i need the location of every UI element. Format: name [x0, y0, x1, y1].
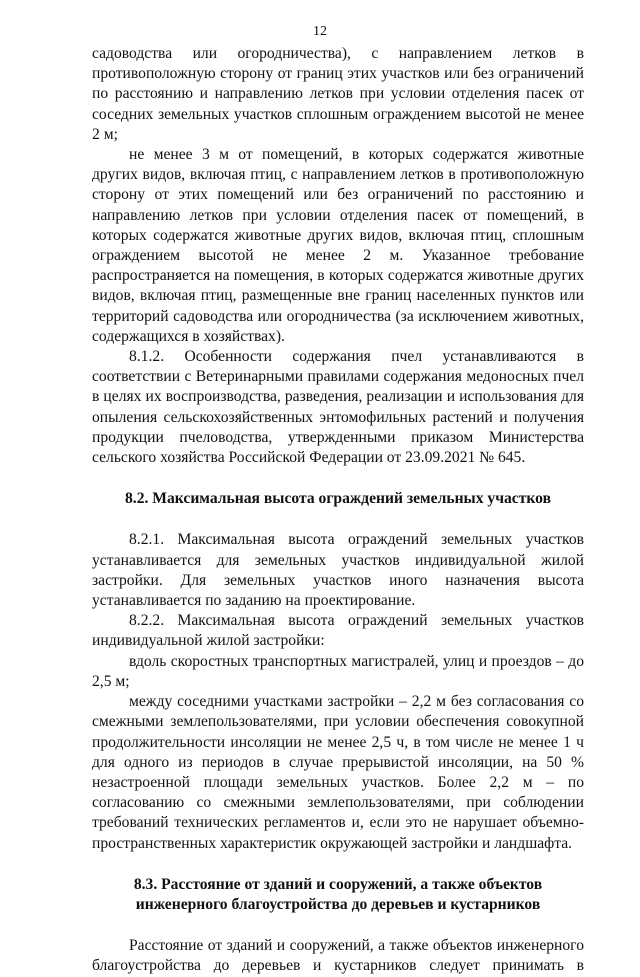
section-heading-8-2: 8.2. Максимальная высота ограждений земельных участков	[125, 490, 551, 508]
paragraph-8-1-2: 8.1.2. Особенности содержания пчел устанавливаются в соответствии с Ветеринарными правилами содержания медоносных пчел в целях их воспроизводства, разведения, реализации и использования для опыления сельскохозяйственных энтомофильных растений и получения продукции пчеловодства, утвержденными приказом Министерства сельского хозяйства Российской Федерации от 23.09.2021 № 645.	[92, 348, 584, 467]
page-number: 12	[313, 24, 327, 39]
paragraph-beekeeping-neighbors: садоводства или огородничества), с направлением летков в противоположную сторону от границ этих участков или без ограничений по расстоянию и направлению летков при условии отделения пасек от соседних земельных участков сплошным ограждением высотой не менее 2 м;	[92, 45, 584, 143]
paragraph-distance-trees: Расстояние от зданий и сооружений, а также объектов инженерного благоустройства до деревьев и кустарников следует принимать в	[92, 937, 584, 975]
page-body	[92, 44, 584, 977]
paragraph-8-2-1: 8.2.1. Максимальная высота ограждений земельных участков устанавливается для земельных участков индивидуальной жилой застройки. Для земельных участков иного назначения высота устанавливается по заданию на проектирование.	[92, 531, 584, 610]
paragraph-roads-fence: вдоль скоростных транспортных магистралей, улиц и проездов – до 2,5 м;	[92, 652, 584, 690]
section-heading-8-3-line-1: 8.3. Расстояние от зданий и сооружений, а также объектов	[133, 875, 543, 893]
paragraph-beekeeping-premises: не менее 3 м от помещений, в которых содержатся животные других видов, включая птиц, с направлением летков в противоположную сторону от этих помещений или без ограничений по расстоянию и направлению летков при условии отделения пасек от помещений, в которых содержатся животные других видов, включая птиц, сплошным ограждением высотой не менее 2 м. Указанное требование распространяется на помещения, в которых содержатся животные других видов, включая птиц, размещенные вне границ населенных пунктов или территорий садоводства или огородничества (за исключением животных, содержащихся в хозяйствах).	[92, 146, 584, 345]
paragraph-8-2-2: 8.2.2. Максимальная высота ограждений земельных участков индивидуальной жилой застройки:	[92, 612, 584, 650]
paragraph-neighbor-fence: между соседними участками застройки – 2,2 м без согласования со смежными землепользователями, при условии обеспечения совокупной продолжительности инсоляции не менее 2,5 ч, в том числе не менее 1 ч для одного из периодов в случае прерывистой инсоляции, на 50 % незастроенной площади земельных участков. Более 2,2 м – по согласованию со смежными землепользователями, при соблюдении требований технических регламентов и, если это не нарушает объемно-пространственных характеристик окружающей застройки и ландшафта.	[92, 693, 584, 852]
section-heading-8-3-line-2: инженерного благоустройства до деревьев и кустарников	[135, 895, 541, 913]
